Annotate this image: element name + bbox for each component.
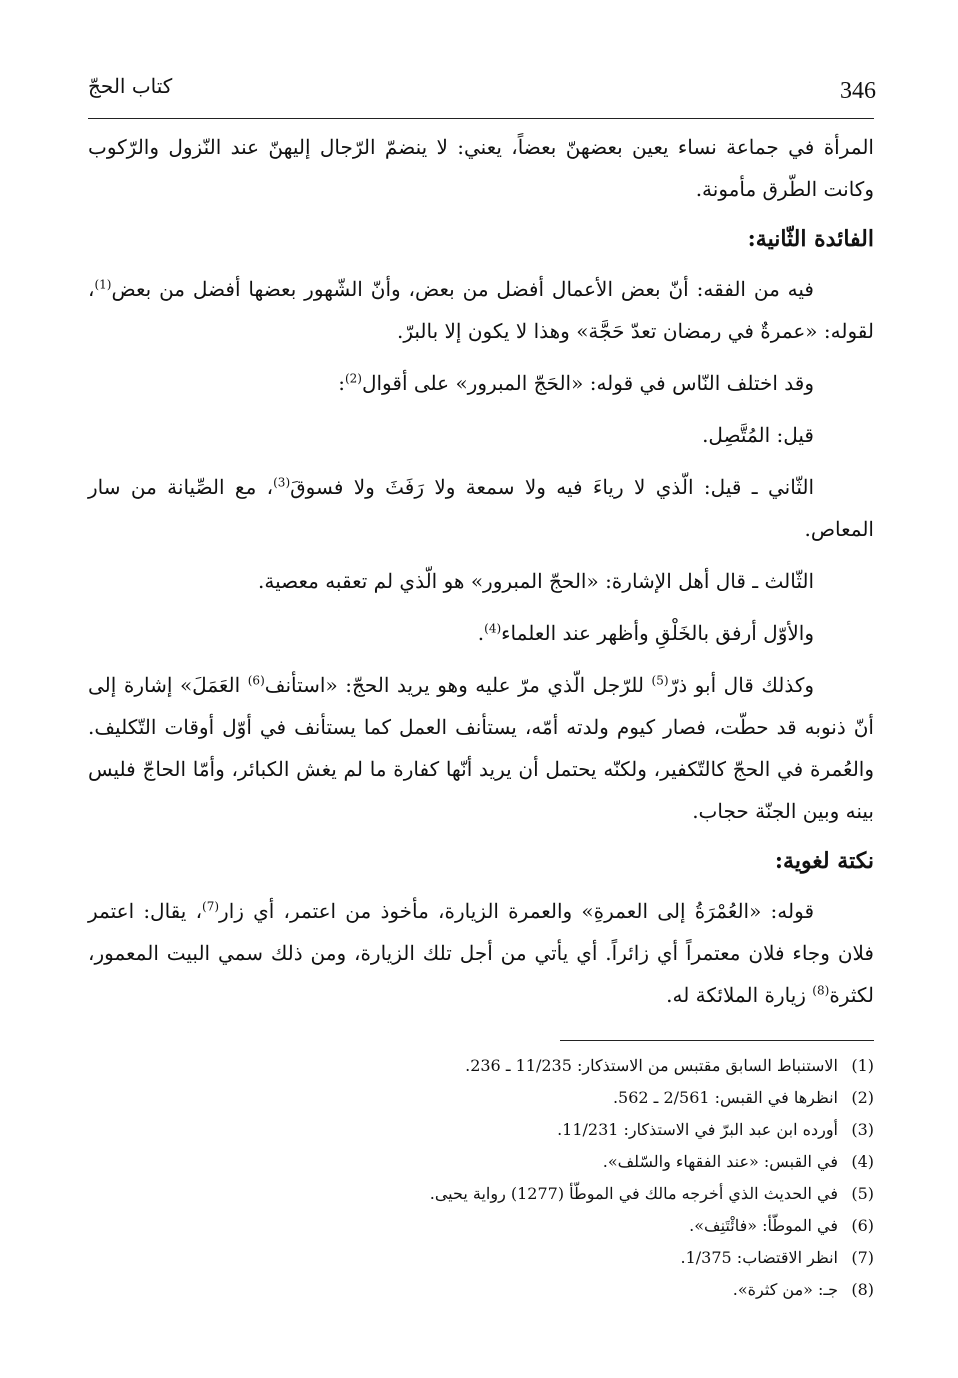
- footnote-text: انظر الاقتضاب: 1/375.: [680, 1248, 838, 1267]
- footnote-text: في القبس: «عند الفقهاء والسّلف».: [602, 1152, 838, 1171]
- footnote-number: (5): [851, 1184, 874, 1203]
- paragraph: وقد اختلف النّاس في قوله: «الحَجّ المبرور» على أقوال$^{(2)}$:: [338, 371, 814, 395]
- paragraph: فيه من الفقه: أنّ بعض الأعمال أفضل من بعض، وأنّ الشّهور بعضها أفضل من بعض$^{(1)}$، لقوله: «عمرةٌ في رمضان تعدّ حَجَّة» وهذا لا يكون إلا بالبرّ.: [88, 277, 874, 343]
- footnote: [300, 1146, 874, 1178]
- section-heading: نكتة لغوية:: [774, 848, 874, 874]
- footnote: [300, 1178, 874, 1210]
- footnote-number: (4): [851, 1152, 874, 1171]
- page-number: 346: [840, 78, 876, 104]
- paragraph: قوله: «العُمْرَةُ إلى العمرةِ» والعمرة الزيارة، مأخوذ من اعتمر، أي زار$^{(7)}$، يقال: اعتمر فلان وجاء فلان معتمراً أي زائراً. أي يأتي من أجل تلك الزيارة، ومن ذلك سمي البيت المعمور، لكثرة$^{(8)}$ زيارة الملائكة له.: [88, 899, 874, 1007]
- paragraph: قيل: المُتَّصِل.: [702, 423, 814, 447]
- footnote-number: (2): [851, 1088, 874, 1107]
- footnote-number: (8): [851, 1280, 874, 1299]
- paragraph: الثّاني ـ قيل: الّذي لا رياءَ فيه ولا سمعة ولا رَفَثَ ولا فسوقَ$^{(3)}$، مع الصِّيانة من سار المعاص.: [88, 475, 874, 541]
- footnote-ref[interactable]: (4): [484, 621, 502, 636]
- footnote-text: جـ: «من كثرة».: [732, 1280, 838, 1299]
- footnote: [300, 1242, 874, 1274]
- footnote-text: الاستنباط السابق مقتبس من الاستذكار: 11/235 ـ 236.: [465, 1056, 838, 1075]
- paragraph: وكذلك قال أبو ذرّ$^{(5)}$ للرّجل الّذي مرّ عليه وهو يريد الحجّ: «استأنف$^{(6)}$ العَمَلَ» إشارة إلى أنّ ذنوبه قد حطّت، فصار كيوم ولدته أمّه، يستأنف العمل كما يستأنف في أوّل أوقات التّكليف. والعُمرة في الحجّ كالتّكفير، ولكنّه يحتمل أن يريد أنّها كفارة ما لم يغش الكبائر، وأمّا الحاجّ فليس بينه وبين الجنّة حجاب.: [88, 673, 874, 823]
- footnote-text: في الموطّأ: «فائْتَنِف».: [689, 1216, 838, 1235]
- page-header: [88, 70, 876, 108]
- paragraph: المرأة في جماعة نساء يعين بعضهنّ بعضاً، يعني: لا ينضمّ الرّجال إليهنّ عند النّزول والرّكوب وكانت الطّرق مأمونة.: [88, 135, 874, 201]
- section-heading: الفائدة الثّانية:: [747, 226, 874, 252]
- footnote: [300, 1114, 874, 1146]
- footnote-number: (7): [851, 1248, 874, 1267]
- footnote-ref[interactable]: (6): [247, 673, 265, 688]
- footnote-ref[interactable]: (7): [202, 899, 220, 914]
- footnote-text: انظرها في القبس: 2/561 ـ 562.: [612, 1088, 838, 1107]
- footnote-ref[interactable]: (1): [94, 277, 112, 292]
- footnotes: [300, 1050, 874, 1306]
- footnote: [300, 1050, 874, 1082]
- paragraph: والأوّل أرفق بالخَلْقِ وأظهر عند العلماء$^{(4)}$.: [477, 621, 814, 645]
- footnote-number: (3): [851, 1120, 874, 1139]
- footnote: [300, 1082, 874, 1114]
- paragraph: الثّالث ـ قال أهل الإشارة: «الحجّ المبرور» هو الّذي لم تعقبه معصية.: [258, 569, 814, 593]
- main-text: [88, 126, 874, 1016]
- footnote: [300, 1210, 874, 1242]
- footnote: [300, 1274, 874, 1306]
- footnote-separator: [560, 1040, 874, 1041]
- footnote-text: في الحديث الذي أخرجه مالك في الموطّأ (1277) رواية يحيى.: [429, 1184, 838, 1203]
- footnote-ref[interactable]: (5): [651, 673, 669, 688]
- running-head: كتاب الحجّ: [88, 74, 173, 98]
- footnote-ref[interactable]: (8): [812, 983, 830, 998]
- footnote-ref[interactable]: (3): [273, 475, 291, 490]
- header-rule: [88, 118, 874, 119]
- footnote-number: (6): [851, 1216, 874, 1235]
- footnote-number: (1): [851, 1056, 874, 1075]
- footnote-text: أورده ابن عبد البرّ في الاستذكار: 11/231.: [557, 1120, 838, 1139]
- footnote-ref[interactable]: (2): [344, 371, 362, 386]
